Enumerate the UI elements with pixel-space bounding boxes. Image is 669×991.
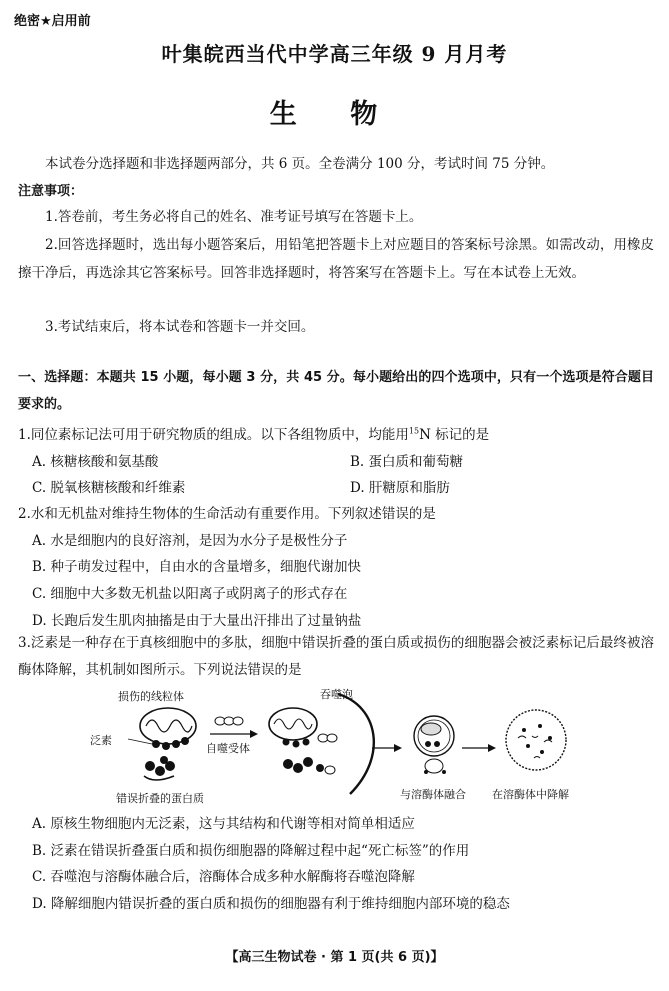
- q2-option-b: B. 种子萌发过程中，自由水的含量增多，细胞代谢加快: [32, 559, 362, 575]
- q1-stem-pre: 1.同位素标记法可用于研究物质的组成。以下各组物质中，均能用: [18, 427, 409, 443]
- label-autophagy-receptor: 自噬受体: [206, 742, 250, 755]
- intro-text: 本试卷分选择题和非选择题两部分，共 6 页。全卷满分 100 分，考试时间 75 分钟。: [45, 156, 555, 172]
- q3-option-c: C. 吞噬泡与溶酶体融合后，溶酶体合成多种水解酶将吞噬泡降解: [32, 869, 415, 885]
- damaged-mitochondrion-2: [269, 708, 337, 774]
- section1-heading: 一、选择题：本题共 15 小题，每小题 3 分，共 45 分。每小题给出的四个选项中，只有一个选项是符合题目要求的。: [18, 370, 654, 412]
- q1-option-b: B. 蛋白质和葡萄糖: [350, 454, 464, 470]
- notice-item-3: 3.考试结束后，将本试卷和答题卡一并交回。: [45, 319, 315, 335]
- q1-option-d: D. 肝糖原和脂肪: [350, 480, 450, 496]
- q1-option-c: C. 脱氧核糖核酸和纤维素: [32, 480, 186, 496]
- q3-stem: 3.泛素是一种存在于真核细胞中的多肽，细胞中错误折叠的蛋白质或损伤的细胞器会被泛素标记后最终被溶酶体降解，其机制如图所示。下列说法错误的是: [18, 635, 654, 678]
- subject-title: 生 物: [269, 99, 400, 130]
- phagophore-membrane: [338, 694, 374, 794]
- q1-stem-post: N 标记的是: [419, 427, 490, 443]
- lysosome-degradation: [506, 710, 566, 770]
- q2-option-a: A. 水是细胞内的良好溶剂，是因为水分子是极性分子: [32, 533, 348, 549]
- page-footer: 【高三生物试卷 · 第 1 页(共 6 页)】: [225, 950, 444, 965]
- label-damaged-mito: 损伤的线粒体: [118, 690, 184, 703]
- q3-option-b: B. 泛素在错误折叠蛋白质和损伤细胞器的降解过程中起“死亡标签”的作用: [32, 843, 470, 859]
- lysosome-fusion: [414, 716, 454, 774]
- q1-stem: [18, 423, 489, 443]
- label-ubiquitin: 泛素: [90, 734, 112, 747]
- label-lysosome-degrade: 在溶酶体中降解: [492, 788, 569, 801]
- q2-stem: 2.水和无机盐对维持生物体的生命活动有重要作用。下列叙述错误的是: [18, 506, 436, 522]
- label-lysosome-fusion: 与溶酶体融合: [400, 788, 466, 801]
- q3-option-a: A. 原核生物细胞内无泛素，这与其结构和代谢等相对简单相适应: [32, 816, 415, 832]
- autophagy-receptor: [210, 717, 258, 738]
- q1-option-a: A. 核糖核酸和氨基酸: [32, 454, 159, 470]
- notice-item-2: 2.回答选择题时，选出每小题答案后，用铅笔把答题卡上对应题目的答案标号涂黑。如需改动，用橡皮擦干净后，再选涂其它答案标号。回答非选择题时，将答案写在答题卡上。写在本试卷上无效。: [18, 237, 654, 281]
- label-phagosome: 吞噬泡: [320, 688, 353, 701]
- exam-title: 叶集皖西当代中学高三年级 9 月月考: [161, 42, 508, 66]
- misfolded-protein-1: [144, 756, 175, 780]
- secret-label: 绝密★启用前: [14, 14, 91, 29]
- q3-option-d: D. 降解细胞内错误折叠的蛋白质和损伤的细胞器有利于维持细胞内部环境的稳态: [32, 896, 510, 912]
- notice-heading: 注意事项：: [18, 184, 84, 199]
- q2-option-d: D. 长跑后发生肌肉抽搐是由于大量出汗排出了过量钠盐: [32, 613, 362, 629]
- q2-option-c: C. 细胞中大多数无机盐以阳离子或阴离子的形式存在: [32, 586, 348, 602]
- q1-stem-sup: 15: [408, 426, 420, 436]
- ubiquitin-mechanism-figure: [88, 686, 588, 804]
- label-misfolded-protein: 错误折叠的蛋白质: [116, 792, 204, 805]
- damaged-mitochondrion-1: [140, 708, 196, 750]
- notice-item-1: 1.答卷前，考生务必将自己的姓名、准考证号填写在答题卡上。: [45, 209, 423, 225]
